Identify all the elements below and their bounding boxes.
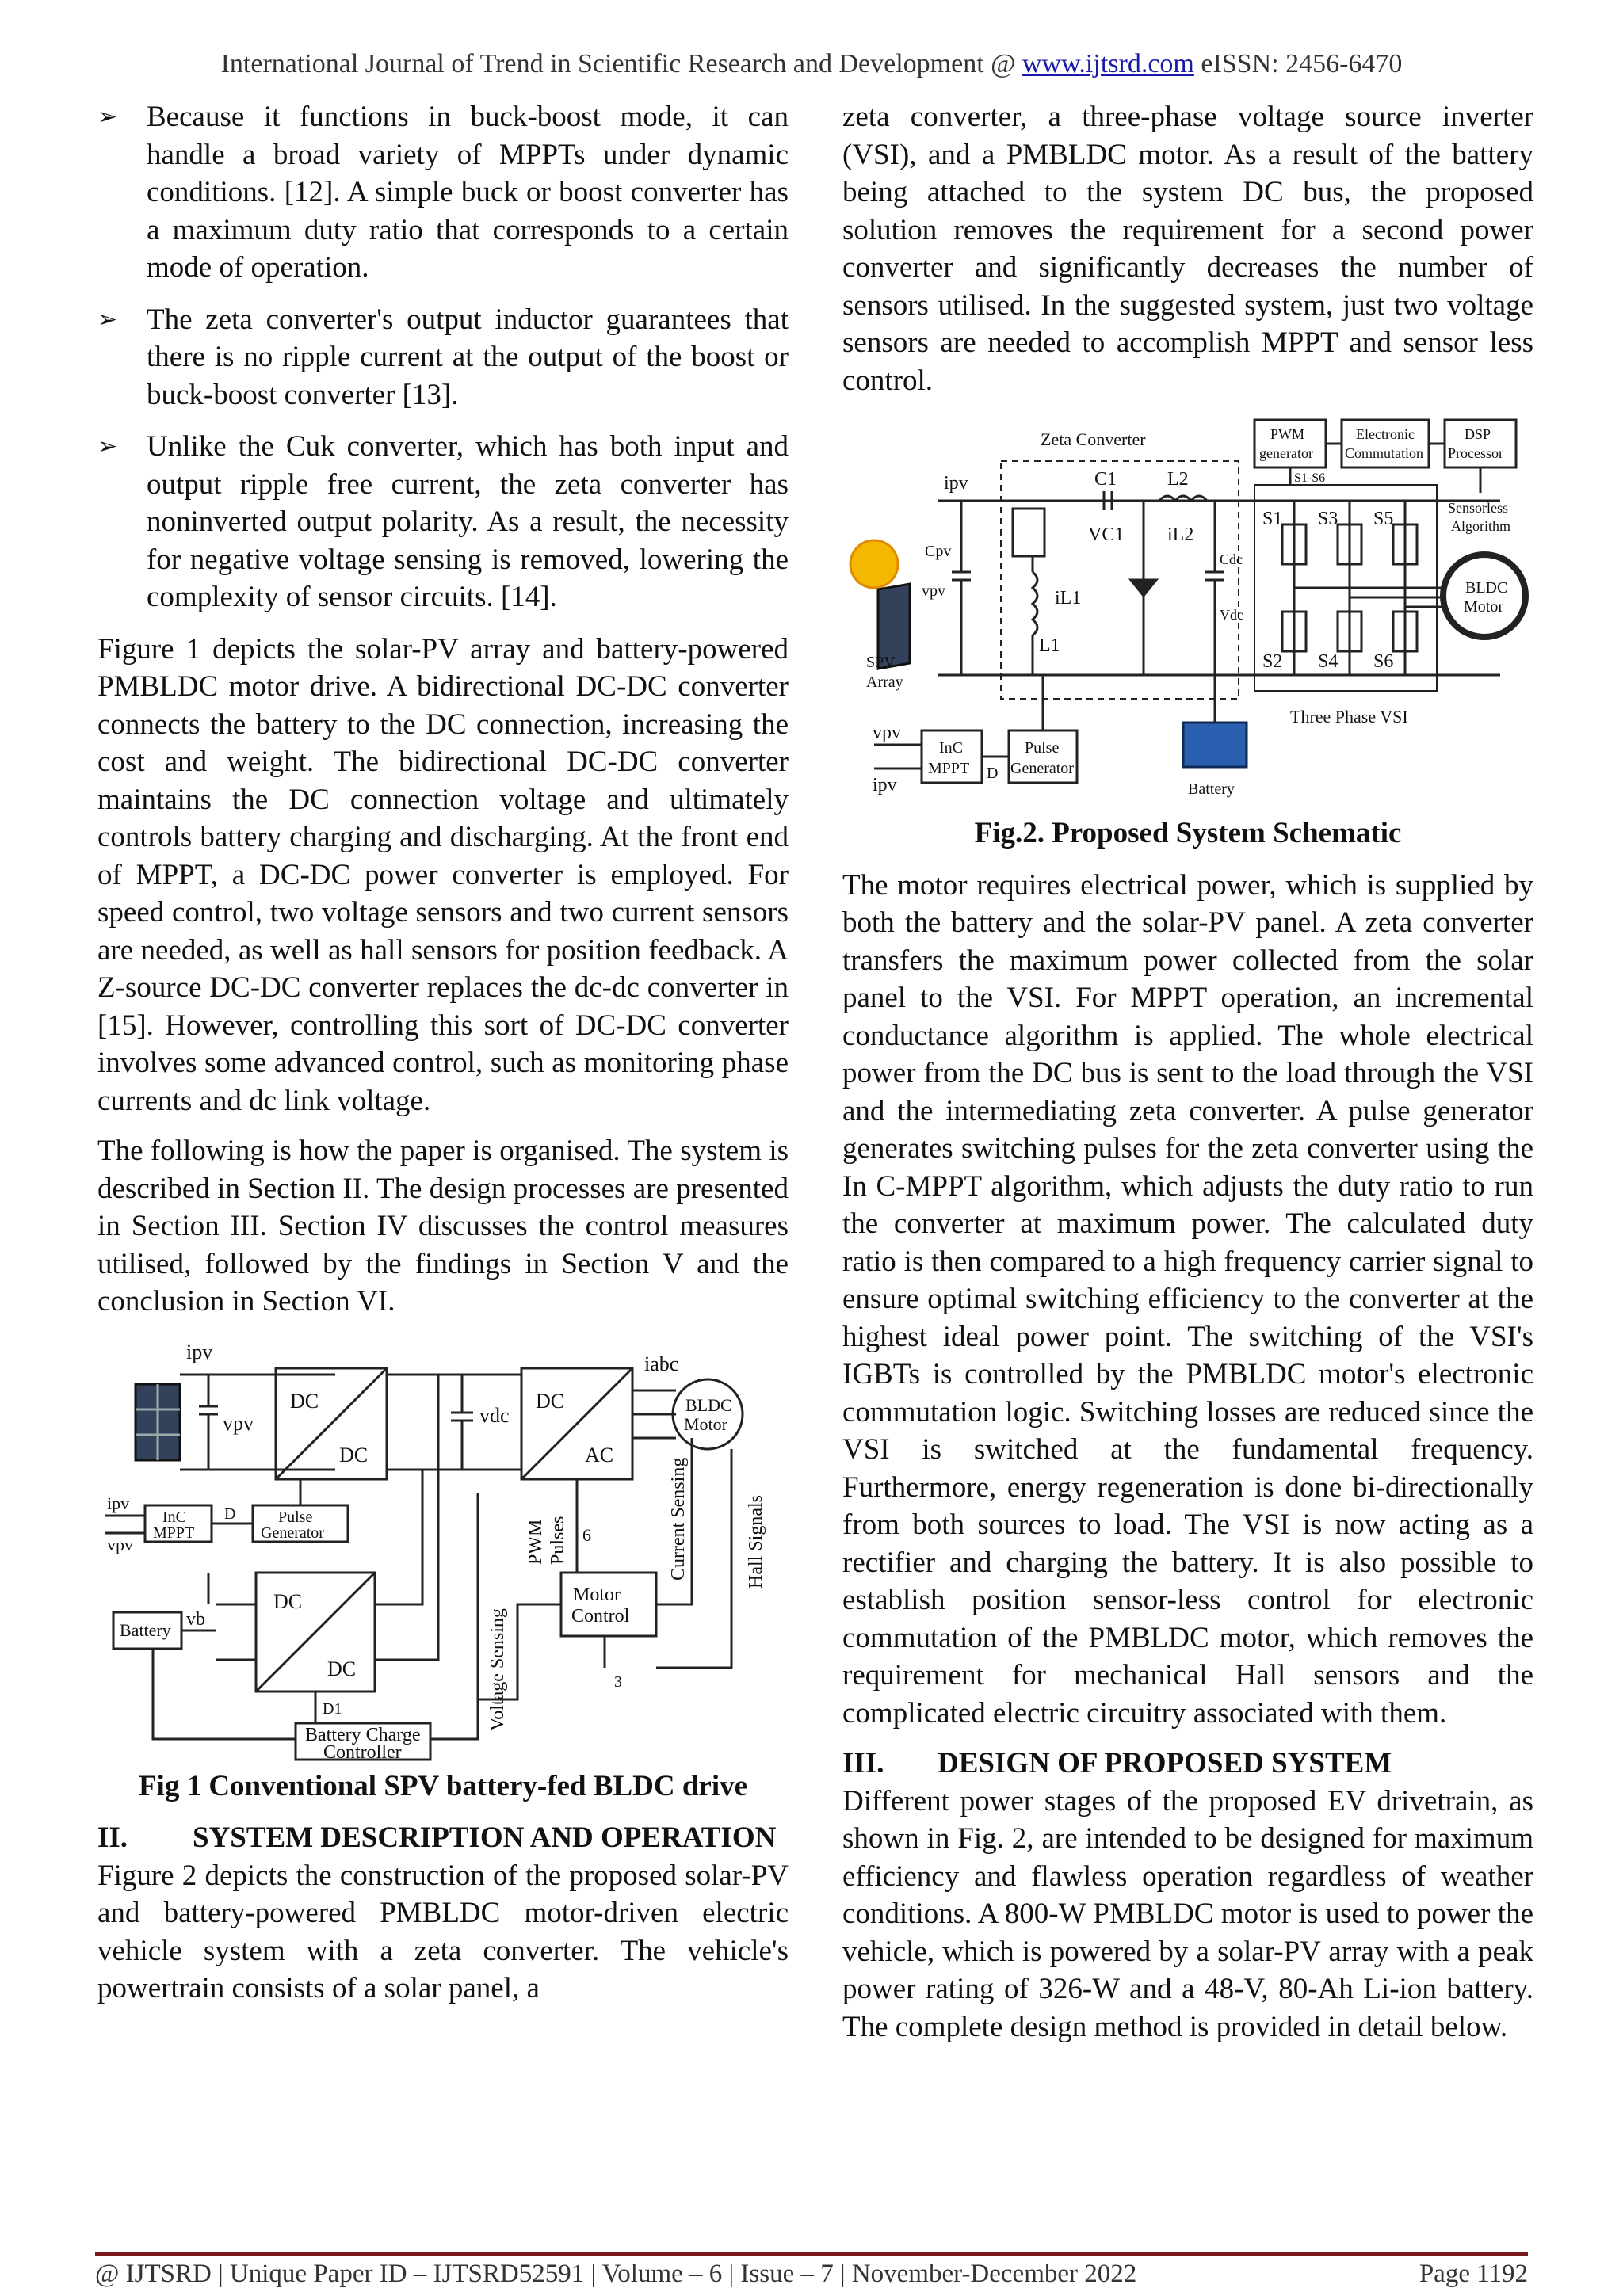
fig1-label: DC [339, 1443, 369, 1466]
fig1-label: BLDC [685, 1394, 732, 1415]
fig2-label: S5 [1373, 509, 1394, 529]
fig1-label: ipv [107, 1493, 130, 1513]
fig2-label: PWM [1270, 426, 1305, 442]
fig2-label: BLDC [1465, 579, 1508, 597]
fig1-label: vpv [223, 1411, 254, 1435]
section-number: II. [97, 1821, 128, 1854]
arrow-bullet-icon: ➢ [97, 305, 118, 334]
running-header [0, 49, 1623, 79]
fig1-label: DC [290, 1389, 319, 1413]
fig2-label: L1 [1039, 635, 1060, 656]
fig1-label: vdc [479, 1403, 510, 1427]
fig2-label: iL2 [1167, 524, 1194, 545]
fig2-label: Algorithm [1451, 518, 1510, 534]
paragraph: Figure 1 depicts the solar-PV array and battery-powered PMBLDC motor drive. A bidirectional DC-DC converter connects the battery to the DC connection, increasing the cost and weight. The bidirectional DC-DC converter maintains the DC connection voltage and ultimately controls battery charging and discharging. At the front end of MPPT, a DC-DC power converter is employed. For speed control, two voltage sensors and two current sensors are needed, as well as hall sensors for position feedback. A Z-source DC-DC converter replaces the dc-dc converter in [15]. However, controlling this sort of DC-DC converter involves some advanced control, such as monitoring phase currents and dc link voltage. [97, 632, 789, 1117]
fig1-label: InC [162, 1508, 186, 1526]
section-title: DESIGN OF PROPOSED SYSTEM [938, 1747, 1392, 1779]
fig1-label: vb [186, 1608, 205, 1630]
sun-icon [850, 540, 898, 588]
fig1-label: Hall Signals [746, 1494, 766, 1589]
list-item: ➢ The zeta converter's output inductor guarantees that there is no ripple current at the output of the boost or buck-boost converter [13]. [97, 301, 789, 414]
paragraph: Different power stages of the proposed EV drivetrain, as shown in Fig. 2, are intended to be designed for maximum efficiency and flawless operation regardless of weather conditions. A 800-W PMBLDC motor is used to power the vehicle, which is powered by a solar-PV array with a peak power rating of 326-W and a 48-V, 80-Ah Li-ion battery. The complete design method is provided in detail below. [842, 1784, 1533, 2043]
fig2-label: Cdc [1220, 551, 1243, 567]
fig2-label: Commutation [1345, 445, 1423, 461]
footer-info: @ IJTSRD | Unique Paper ID – IJTSRD52591 | Volume – 6 | Issue – 7 | November-December 2022 [95, 2260, 1137, 2288]
fig2-label: ipv [944, 473, 968, 494]
fig1-label: Battery Charge [305, 1724, 421, 1745]
fig2-label: Three Phase VSI [1290, 707, 1408, 727]
fig1-label: Motor [573, 1584, 621, 1605]
section-heading [97, 1819, 789, 1857]
fig1-label: D [224, 1505, 236, 1523]
fig2-label: S3 [1318, 509, 1338, 529]
fig1-label: iabc [644, 1352, 679, 1375]
fig2-label: Pulse [1025, 739, 1060, 757]
fig1-label: DC [273, 1589, 303, 1613]
fig2-label: SPV [866, 654, 896, 671]
fig2-label: vpv [922, 582, 945, 600]
fig1-label: D1 [323, 1699, 342, 1718]
fig2-label: Battery [1188, 780, 1235, 798]
fig2-label: Electronic [1356, 426, 1415, 442]
fig2-label: Vdc [1220, 607, 1243, 623]
fig2-label: Processor [1448, 445, 1503, 461]
fig1-label: Battery [120, 1619, 171, 1640]
fig2-label: iL1 [1055, 588, 1082, 608]
paragraph: The following is how the paper is organised. The system is described in Section II. The design processes are presented in Section III. Section IV discusses the control measures utilised, followed by the findings in Section V and the conclusion in Section VI. [97, 1135, 789, 1318]
section-number: III. [842, 1747, 884, 1779]
figure-1-caption: Fig 1 Conventional SPV battery-fed BLDC drive [138, 1769, 748, 1802]
figure-1-diagram [97, 1335, 789, 1763]
fig1-label: DC [327, 1657, 357, 1680]
section-heading [842, 1745, 1533, 1783]
fig2-label: vpv [873, 723, 901, 743]
fig1-label: Pulse [278, 1508, 313, 1526]
paragraph: zeta converter, a three-phase voltage source inverter (VSI), and a PMBLDC motor. As a result of the battery being attached to the system DC bus, the proposed solution removes the requirement for a second power converter and significantly decreases the number of sensors utilised. In the suggested system, just two voltage sensors are needed to accomplish MPPT and sensor less control. [842, 101, 1533, 397]
fig1-label: Control [571, 1605, 630, 1627]
list-item: ➢ Unlike the Cuk converter, which has both input and output ripple free current, the zeta converter has noninverted output polarity. As a result, the necessity for negative voltage sensing is removed, lowering the complexity of sensor circuits. [14]. [97, 428, 789, 616]
fig1-label: Pulses [548, 1516, 568, 1565]
arrow-bullet-icon: ➢ [97, 103, 118, 131]
fig2-label: L2 [1167, 469, 1189, 490]
fig2-label: S4 [1318, 651, 1338, 672]
fig2-label: VC1 [1088, 524, 1125, 545]
fig1-label: Controller [323, 1741, 402, 1763]
section-title: SYSTEM DESCRIPTION AND OPERATION [193, 1821, 777, 1854]
figure-2-caption: Fig.2. Proposed System Schematic [974, 817, 1402, 849]
left-column [97, 98, 789, 2020]
journal-link[interactable]: www.ijtsrd.com [1022, 49, 1194, 78]
fig2-label: D [987, 765, 999, 782]
page-number: Page 1192 [1419, 2260, 1528, 2288]
right-column [842, 98, 1533, 2058]
figure-2-diagram [842, 414, 1533, 810]
fig2-label: S1 [1262, 509, 1283, 529]
fig1-label: 3 [614, 1672, 622, 1691]
fig1-label: AC [585, 1443, 614, 1466]
fig1-label: MPPT [153, 1524, 195, 1542]
fig1-label: vpv [107, 1534, 133, 1554]
fig2-label: DSP [1465, 426, 1491, 442]
fig2-label: Sensorless [1448, 500, 1508, 516]
fig1-label: PWM [525, 1519, 546, 1565]
fig2-label: Cpv [925, 543, 952, 560]
footer-rule [95, 2252, 1528, 2256]
fig2-label: Array [866, 673, 903, 691]
header-journal: International Journal of Trend in Scientific Research and Development @ [220, 49, 1022, 78]
battery-icon [1183, 723, 1247, 767]
arrow-bullet-icon: ➢ [97, 433, 118, 460]
header-issn: eISSN: 2456-6470 [1193, 49, 1403, 78]
fig2-label: Zeta Converter [1041, 429, 1146, 449]
bullet-list [97, 98, 789, 616]
fig2-label: S1-S6 [1294, 471, 1326, 485]
fig2-label: InC [939, 739, 963, 757]
fig2-label: C1 [1094, 469, 1117, 490]
fig2-label: Motor [1464, 598, 1503, 616]
list-item: ➢ Because it functions in buck-boost mode, it can handle a broad variety of MPPTs under dynamic conditions. [12]. A simple buck or boost converter has a maximum duty ratio that corresponds to a certain mode of operation. [97, 98, 789, 287]
fig1-label: ipv [186, 1340, 213, 1363]
paragraph: Figure 2 depicts the construction of the proposed solar-PV and battery-powered PMBLDC motor-driven electric vehicle system with a zeta converter. The vehicle's powertrain consists of a solar panel, a [97, 1859, 789, 2004]
fig1-label: Voltage Sensing [487, 1608, 508, 1731]
fig2-label: Generator [1010, 760, 1074, 777]
fig2-label: ipv [873, 775, 897, 795]
page-footer [95, 2260, 1528, 2289]
fig2-label: S2 [1262, 651, 1283, 672]
paragraph: The motor requires electrical power, which is supplied by both the battery and the solar-PV panel. A zeta converter transfers the maximum power collected from the solar panel to the VSI. For MPPT operation, an incremental conductance algorithm is applied. The whole electrical power from the DC bus is sent to the load through the VSI and the intermediating zeta converter. A pulse generator generates switching pulses for the zeta converter using the In C-MPPT algorithm, which adjusts the duty ratio to run the converter at maximum power. The calculated duty ratio is then compared to a high frequency carrier signal to ensure optimal switching efficiency to the converter at the highest ideal power point. The switching of the VSI's IGBTs is controlled by the PMBLDC motor's electronic commutation logic. Switching losses are reduced since the VSI is switched at the fundamental frequency. Furthermore, energy regeneration is done bi-directionally from both sources to load. The VSI is now acting as a rectifier and charging the battery. It is also possible to establish position sensor-less control for electronic commutation of the PMBLDC motor, which removes the requirement for mechanical Hall sensors and the complicated electric circuitry associated with them. [842, 868, 1533, 1730]
fig1-label: Motor [684, 1413, 727, 1434]
fig1-label: Generator [261, 1524, 324, 1542]
fig1-label: Current Sensing [668, 1457, 689, 1581]
fig1-label: 6 [582, 1524, 591, 1545]
fig2-label: MPPT [928, 760, 970, 777]
fig2-label: S6 [1373, 651, 1394, 672]
fig2-label: generator [1259, 445, 1313, 461]
fig1-label: DC [536, 1389, 565, 1413]
